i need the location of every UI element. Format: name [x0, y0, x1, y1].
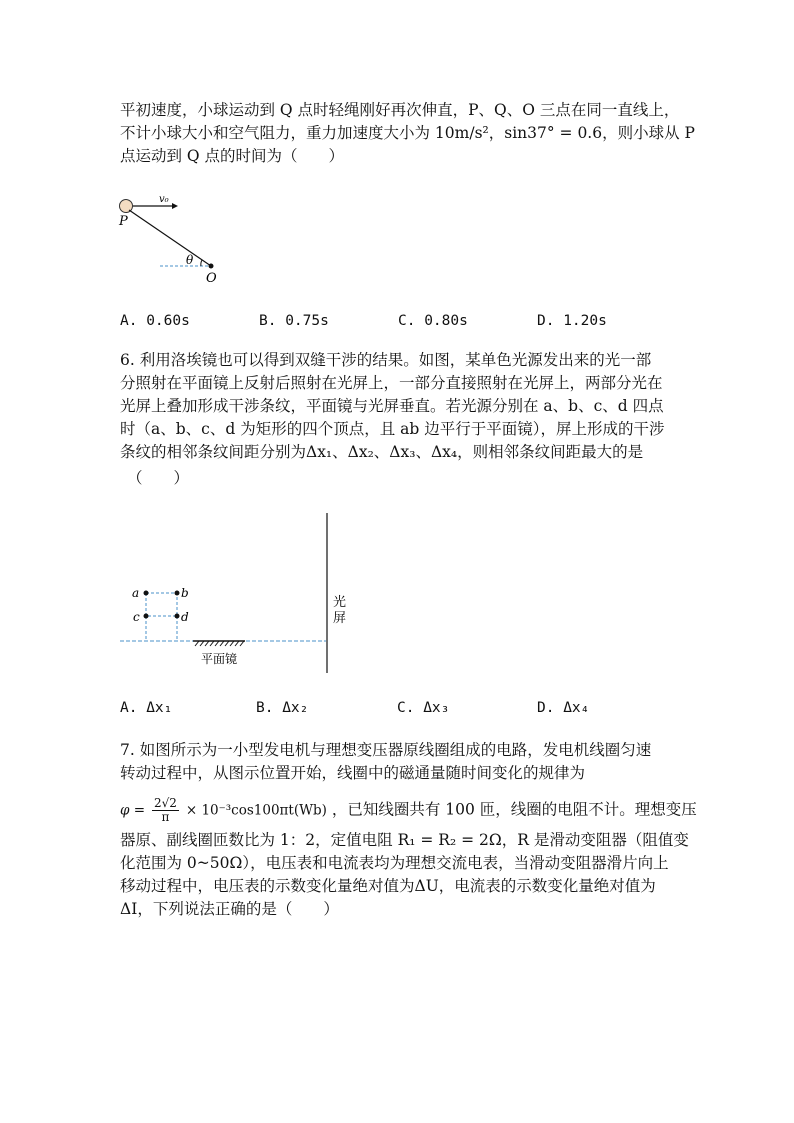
label-c: c — [133, 610, 140, 624]
label-mirror: 平面镜 — [201, 652, 238, 666]
q7-line-3 — [120, 797, 697, 824]
label-o: O — [206, 271, 217, 286]
q6-line-4: 时（a、b、c、d 为矩形的四个顶点，且 ab 边平行于平面镜），屏上形成的干涉 — [120, 420, 665, 438]
source-rectangle — [146, 593, 177, 616]
q7-line-2: 转动过程中，从图示位置开始，线圈中的磁通量随时间变化的规律为 — [120, 764, 586, 782]
q6-option-b[interactable]: B. Δx₂ — [256, 700, 309, 716]
q6-lloyd-mirror-figure — [115, 505, 375, 680]
q5-line-2: 不计小球大小和空气阻力，重力加速度大小为 10m/s²，sin37° = 0.6，则小球从 P — [120, 124, 695, 142]
q5-option-c[interactable]: C. 0.80s — [398, 313, 468, 329]
point-a-icon — [144, 591, 149, 596]
label-p: P — [119, 214, 128, 229]
q6-line-3: 光屏上叠加形成干涉条纹，平面镜与光屏垂直。若光源分别在 a、b、c、d 四点 — [120, 397, 664, 415]
q7-line-5: 化范围为 0~50Ω），电压表和电流表均为理想交流电表，当滑动变阻器滑片向上 — [120, 854, 669, 872]
point-c-icon — [144, 614, 149, 619]
arrow-head-icon — [172, 203, 178, 209]
q7-line-4: 器原、副线圈匝数比为 1：2，定值电阻 R₁ = R₂ = 2Ω，R 是滑动变阻器（阻值变 — [120, 831, 689, 849]
q6-option-c[interactable]: C. Δx₃ — [397, 700, 450, 716]
phi-suffix: × 10⁻³cos100πt(Wb) — [185, 802, 327, 819]
q5-line-1: 平初速度，小球运动到 Q 点时轻绳刚好再次伸直，P、Q、O 三点在同一直线上， — [120, 101, 680, 119]
label-v0: v₀ — [159, 194, 169, 205]
phi-prefix: φ = — [120, 802, 146, 819]
label-d: d — [181, 610, 189, 624]
phi-fraction — [152, 797, 179, 824]
label-b: b — [181, 586, 189, 600]
q6-option-a[interactable]: A. Δx₁ — [120, 700, 173, 716]
q7-line-7: ΔI，下列说法正确的是（ ） — [120, 900, 339, 918]
label-screen-1: 光 — [333, 595, 347, 610]
point-d-icon — [175, 614, 180, 619]
label-screen-2: 屏 — [333, 611, 347, 626]
q7-line-1: 7. 如图所示为一小型发电机与理想变压器原线圈组成的电路，发电机线圈匀速 — [120, 741, 652, 759]
q5-pendulum-figure — [110, 185, 240, 290]
q7-line-3-rest: ，已知线圈共有 100 匝，线圈的电阻不计。理想变压 — [331, 800, 697, 819]
angle-arc — [201, 260, 202, 266]
fraction-denominator: π — [161, 810, 170, 824]
label-a: a — [132, 586, 140, 600]
q6-option-d[interactable]: D. Δx₄ — [537, 700, 590, 716]
label-theta: θ — [186, 253, 194, 267]
q7-line-6: 移动过程中，电压表的示数变化量绝对值为ΔU，电流表的示数变化量绝对值为 — [120, 877, 656, 895]
point-b-icon — [175, 591, 180, 596]
q5-option-a[interactable]: A. 0.60s — [120, 313, 190, 329]
q6-line-2: 分照射在平面镜上反射后照射在光屏上，一部分直接照射在光屏上，两部分光在 — [120, 374, 663, 392]
rope-line — [129, 210, 211, 266]
q5-option-d[interactable]: D. 1.20s — [537, 313, 607, 329]
q6-line-5: 条纹的相邻条纹间距分别为Δx₁、Δx₂、Δx₃、Δx₄，则相邻条纹间距最大的是 — [120, 443, 644, 461]
q6-line-6: （ ） — [127, 469, 190, 487]
point-o-icon — [209, 264, 214, 269]
q6-line-1: 6. 利用洛埃镜也可以得到双缝干涉的结果。如图，某单色光源发出来的光一部 — [120, 351, 652, 369]
q5-line-3: 点运动到 Q 点的时间为（ ） — [120, 147, 345, 165]
q5-option-b[interactable]: B. 0.75s — [259, 313, 329, 329]
fraction-numerator: 2√2 — [154, 796, 177, 810]
